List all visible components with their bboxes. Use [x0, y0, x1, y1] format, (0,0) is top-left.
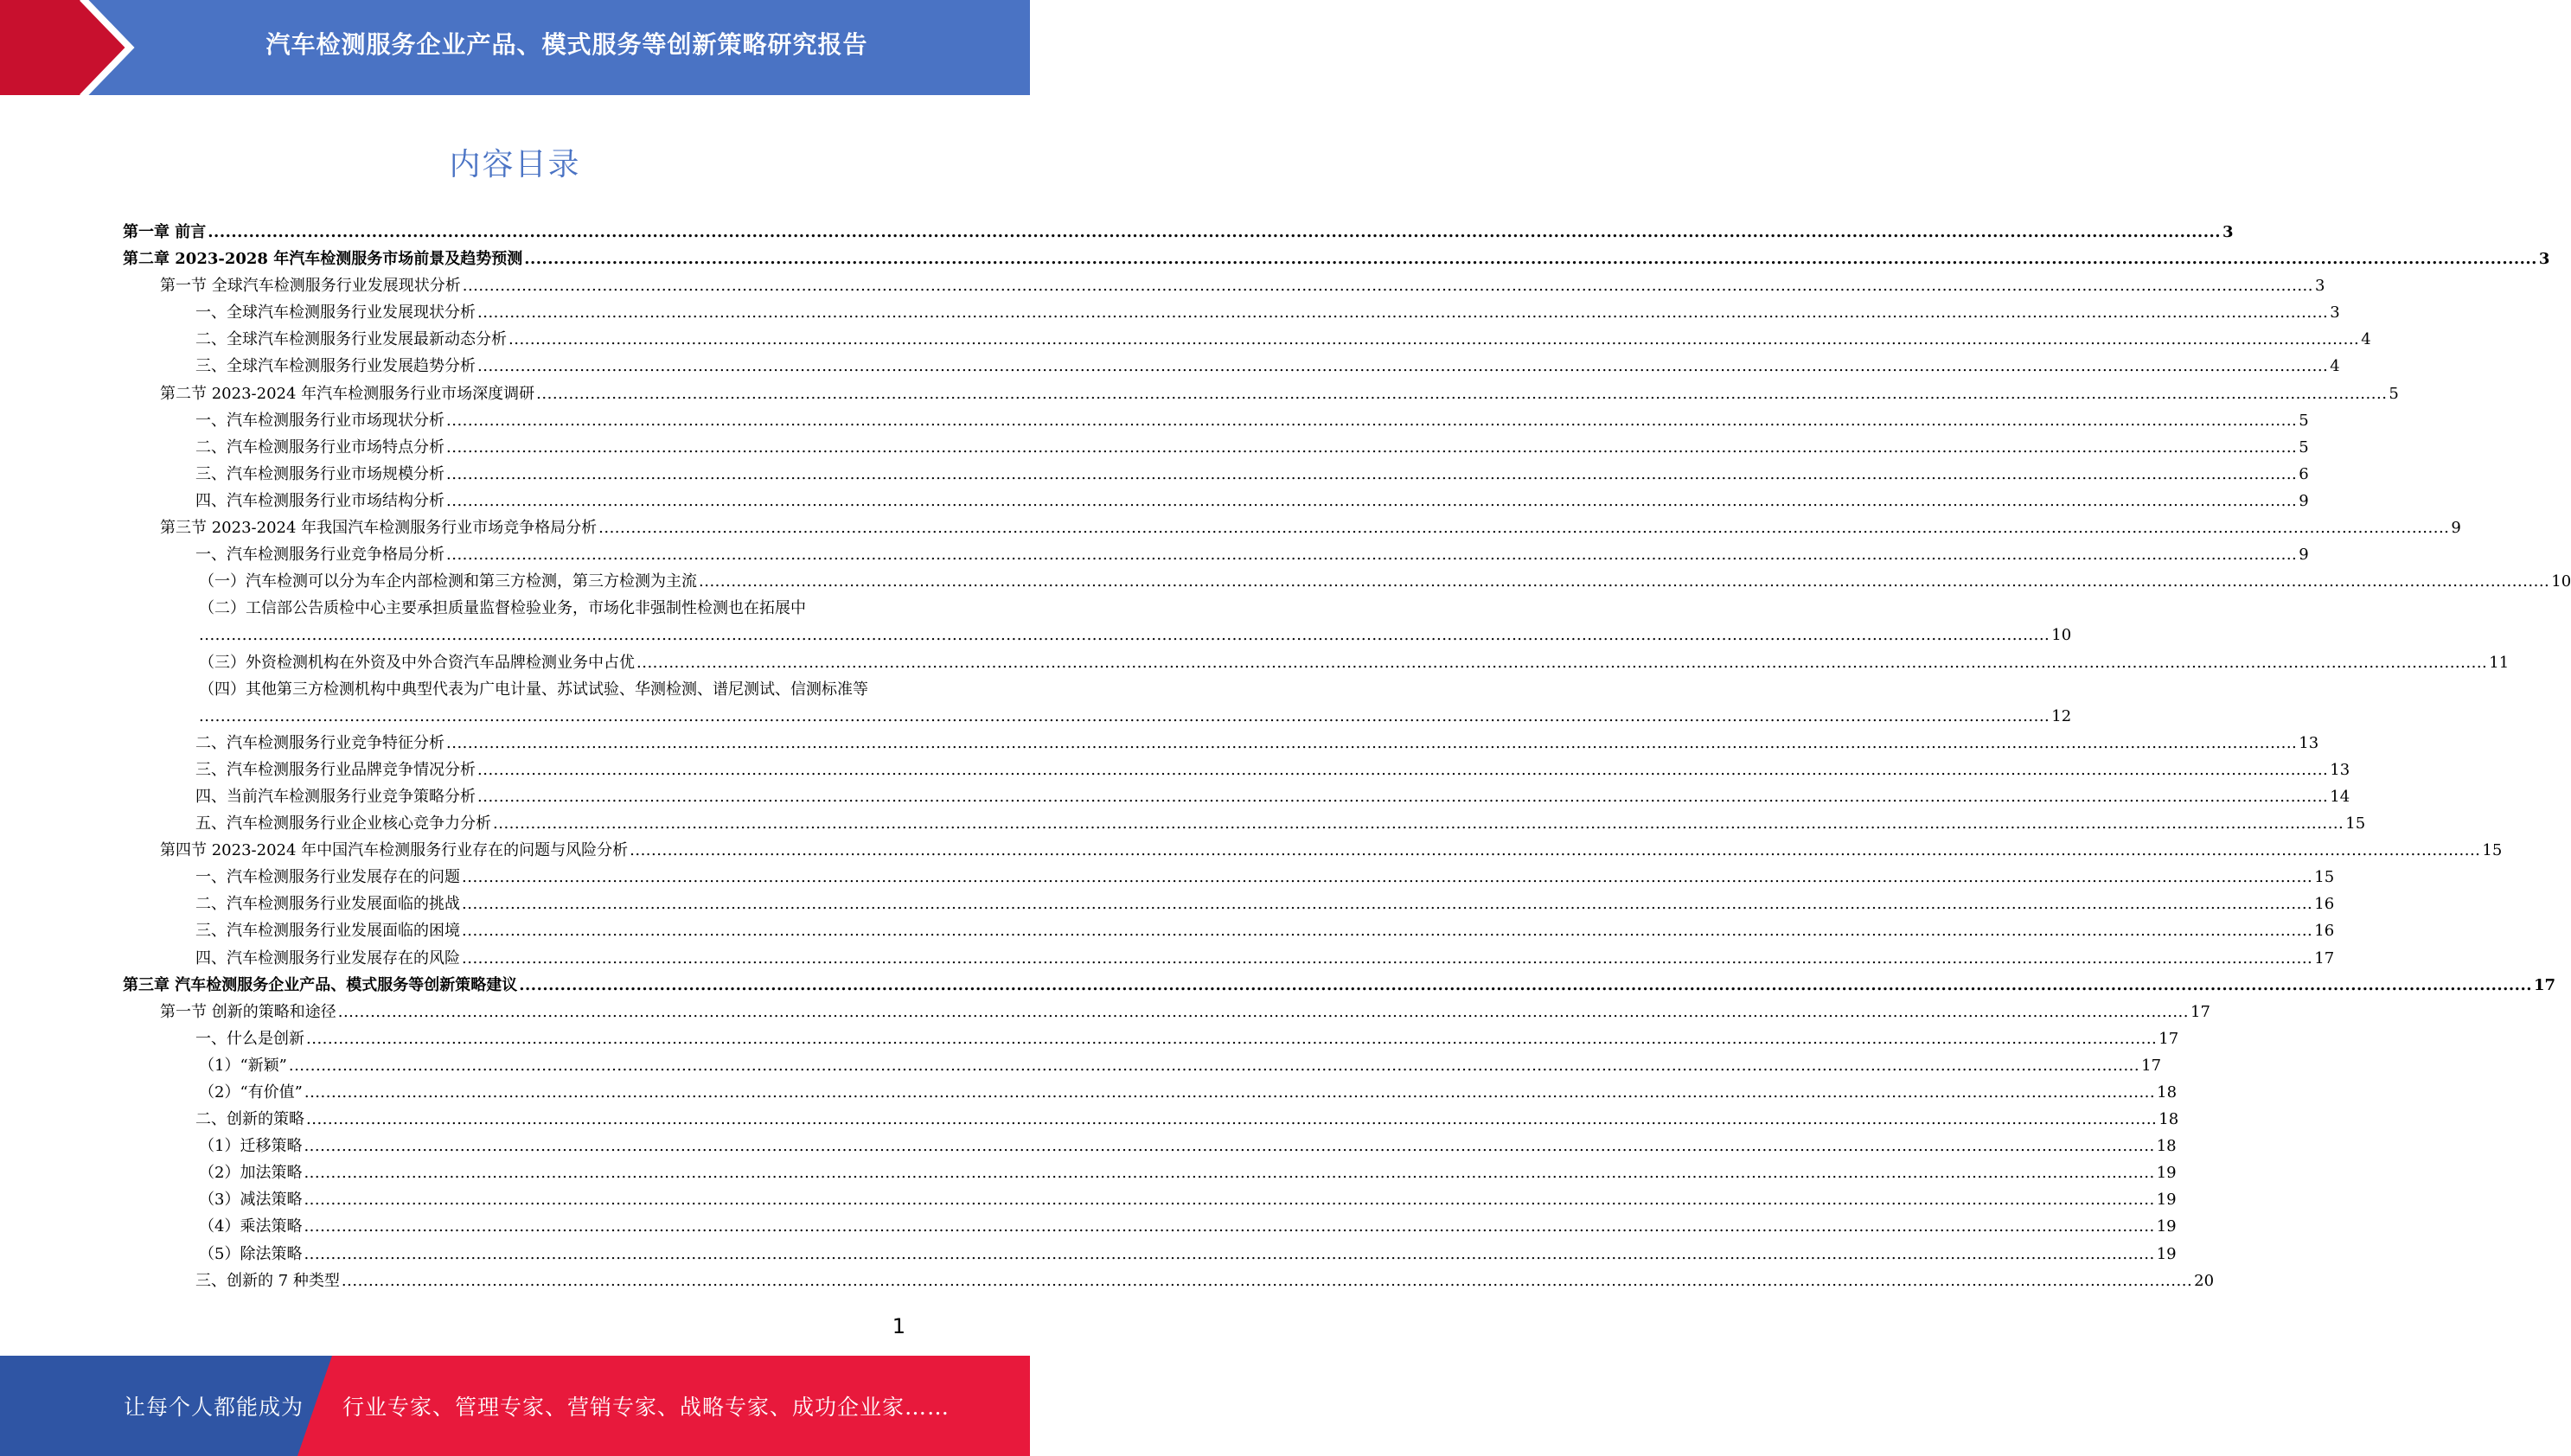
toc-entry-text: 第一节 全球汽车检测服务行业发展现状分析: [160, 277, 461, 296]
toc-dot-leader: [304, 1159, 2154, 1186]
toc-entry-page: 9: [2451, 519, 2461, 538]
toc-entry[interactable]: [123, 541, 2309, 568]
toc-entry[interactable]: [123, 488, 2309, 514]
toc-dot-leader: [306, 1106, 2157, 1133]
toc-entry-text: （2）“有价值”: [199, 1083, 303, 1102]
toc-entry[interactable]: [123, 299, 2340, 326]
toc-entry-text: 四、当前汽车检测服务行业竞争策略分析: [195, 787, 476, 806]
toc-entry-page: 17: [2314, 948, 2335, 967]
toc-entry-page: 3: [2315, 277, 2325, 296]
toc-entry-page: 17: [2190, 1002, 2210, 1021]
toc-entry-page: 17: [2533, 975, 2556, 994]
toc-entry[interactable]: [123, 891, 2335, 917]
toc-entry[interactable]: [123, 1079, 2178, 1106]
toc-entry-page: 16: [2314, 922, 2335, 941]
toc-entry-text: 二、全球汽车检测服务行业发展最新动态分析: [195, 330, 507, 349]
toc-entry-text: （四）其他第三方检测机构中典型代表为广电计量、苏试试验、华测检测、谱尼测试、信测标准等: [199, 680, 868, 699]
toc-entry-text: 四、汽车检测服务行业市场结构分析: [195, 491, 444, 510]
toc-entry-text: 二、创新的策略: [195, 1110, 304, 1129]
toc-entry[interactable]: [123, 1025, 2179, 1052]
toc-entry-page: 11: [2489, 653, 2510, 672]
toc-entry[interactable]: [123, 1268, 2215, 1294]
toc-entry-page: 14: [2330, 787, 2350, 806]
page-footer: [0, 1356, 1030, 1456]
toc-entry[interactable]: [123, 864, 2335, 891]
document-title: 汽车检测服务企业产品、模式服务等创新策略研究报告: [265, 30, 868, 59]
toc-entry-text: 一、汽车检测服务行业发展存在的问题: [195, 868, 460, 887]
toc-entry-page: 16: [2314, 895, 2335, 914]
toc-entry[interactable]: [123, 1241, 2177, 1268]
toc-entry[interactable]: [123, 326, 2371, 353]
toc-entry-page: 10: [2051, 626, 2072, 645]
toc-dot-leader: [462, 891, 2312, 917]
toc-entry-page: 4: [2361, 330, 2371, 349]
toc-dot-leader: [536, 380, 2387, 407]
footer-slogan-left: 让每个人都能成为: [124, 1395, 304, 1420]
toc-entry[interactable]: [123, 783, 2350, 810]
page-number: 1: [892, 1314, 905, 1338]
toc-dot-leader: [508, 326, 2359, 353]
toc-entry-text: 第二节 2023-2024 年汽车检测服务行业市场深度调研: [160, 384, 535, 403]
toc-dot-leader: [630, 837, 2480, 864]
toc-entry-page: 9: [2299, 546, 2309, 565]
toc-entry-text: 第四节 2023-2024 年中国汽车检测服务行业存在的问题与风险分析: [160, 841, 629, 860]
toc-dot-leader: [462, 864, 2312, 891]
toc-dot-leader: [519, 972, 2532, 999]
toc-entry-page: 17: [2141, 1056, 2162, 1075]
toc-dot-leader: [493, 810, 2344, 837]
toc-entry[interactable]: [123, 730, 2319, 757]
toc-entry[interactable]: [123, 514, 2461, 541]
toc-entry[interactable]: [123, 1133, 2177, 1159]
toc-entry-page: 6: [2299, 464, 2309, 483]
toc-title: 内容目录: [449, 147, 581, 182]
toc-entry-text: （5）除法策略: [199, 1244, 303, 1263]
toc-entry[interactable]: [123, 676, 2072, 730]
toc-dot-leader: [477, 299, 2328, 326]
toc-dot-leader: [304, 1241, 2154, 1268]
footer-slogan-right: 行业专家、管理专家、营销专家、战略专家、成功企业家……: [342, 1395, 950, 1420]
toc-entry-page: 4: [2330, 357, 2340, 376]
toc-entry-text: （二）工信部公告质检中心主要承担质量监督检验业务，市场化非强制性检测也在拓展中: [199, 599, 806, 618]
toc-entry[interactable]: [123, 757, 2350, 783]
toc-entry-page: 17: [2158, 1029, 2179, 1048]
toc-entry-page: 19: [2156, 1217, 2177, 1236]
toc-entry-page: 19: [2156, 1191, 2177, 1210]
toc-entry-page: 3: [2330, 303, 2340, 322]
toc-entry[interactable]: [123, 649, 2510, 676]
toc-entry-text: （一）汽车检测可以分为车企内部检测和第三方检测，第三方检测为主流: [199, 572, 697, 591]
toc-entry[interactable]: [123, 810, 2366, 837]
toc-entry[interactable]: [123, 837, 2503, 864]
toc-entry[interactable]: [123, 353, 2340, 380]
toc-dot-leader: [462, 917, 2312, 944]
toc-entry-text: 二、汽车检测服务行业竞争特征分析: [195, 733, 444, 752]
toc-entry-page: 3: [2222, 223, 2234, 241]
toc-dot-leader: [289, 1052, 2139, 1079]
toc-entry-text: 第二章 2023-2028 年汽车检测服务市场前景及趋势预测: [123, 250, 523, 269]
toc-entry-text: 第三节 2023-2024 年我国汽车检测服务行业市场竞争格局分析: [160, 519, 598, 538]
toc-entry[interactable]: [123, 1052, 2162, 1079]
toc-dot-leader: [446, 488, 2297, 514]
toc-entry[interactable]: [123, 972, 2556, 999]
toc-entry-page: 5: [2389, 384, 2399, 403]
toc-entry-page: 9: [2299, 491, 2309, 510]
toc-entry-text: 五、汽车检测服务行业企业核心竞争力分析: [195, 814, 491, 833]
toc-dot-leader: [199, 622, 2050, 648]
toc-entry-text: 第一章 前言: [123, 223, 207, 241]
header-chevron-red: [0, 0, 130, 95]
toc-entry-page: 5: [2299, 437, 2309, 457]
toc-entry-text: （三）外资检测机构在外资及中外合资汽车品牌检测业务中占优: [199, 653, 635, 672]
toc-dot-leader: [304, 1186, 2154, 1213]
toc-entry-leader-row: [199, 703, 2072, 730]
toc-entry-leader-row: [199, 622, 2072, 648]
toc-entry[interactable]: [123, 595, 2072, 648]
toc-entry[interactable]: [123, 461, 2309, 488]
toc-dot-leader: [304, 1213, 2154, 1240]
toc-entry[interactable]: [123, 1213, 2177, 1240]
toc-entry-page: 18: [2158, 1110, 2179, 1129]
toc-entry-text: 三、汽车检测服务行业市场规模分析: [195, 464, 444, 483]
toc-entry[interactable]: [123, 272, 2325, 299]
toc-entry-page: 19: [2156, 1244, 2177, 1263]
toc-entry[interactable]: [123, 434, 2309, 461]
toc-dot-leader: [477, 757, 2328, 783]
toc-entry-text: （1）迁移策略: [199, 1137, 303, 1156]
toc-dot-leader: [446, 461, 2297, 488]
toc-dot-leader: [306, 1025, 2157, 1052]
toc-entry-page: 18: [2157, 1083, 2178, 1102]
toc-entry-page: 19: [2156, 1164, 2177, 1183]
toc-entry[interactable]: [123, 1159, 2177, 1186]
toc-entry-text: （3）减法策略: [199, 1191, 303, 1210]
toc-entry-text: （4）乘法策略: [199, 1217, 303, 1236]
toc-dot-leader: [338, 999, 2189, 1025]
toc-entry[interactable]: [123, 246, 2550, 272]
toc-entry-text: 三、汽车检测服务行业品牌竞争情况分析: [195, 760, 476, 779]
toc-dot-leader: [199, 703, 2050, 730]
page-header: [0, 0, 1030, 95]
toc-entry[interactable]: [123, 568, 2571, 595]
toc-entry[interactable]: [123, 407, 2309, 434]
toc-entry[interactable]: [123, 1186, 2177, 1213]
toc-dot-leader: [462, 945, 2312, 972]
toc-entry-text: 三、汽车检测服务行业发展面临的困境: [195, 922, 460, 941]
toc-entry-text: （1）“新颖”: [199, 1056, 287, 1075]
toc-dot-leader: [477, 353, 2328, 380]
toc-entry[interactable]: [123, 219, 2234, 246]
toc-entry-text: 一、汽车检测服务行业市场现状分析: [195, 411, 444, 430]
toc-entry-page: 13: [2330, 760, 2350, 779]
toc-entry-text: 一、什么是创新: [195, 1029, 304, 1048]
toc-entry[interactable]: [123, 1106, 2179, 1133]
toc-dot-leader: [446, 407, 2297, 434]
toc-entry-page: 5: [2299, 411, 2309, 430]
toc-dot-leader: [463, 272, 2313, 299]
toc-dot-leader: [598, 514, 2449, 541]
toc-entry-page: 3: [2538, 250, 2550, 269]
toc-entry-page: 12: [2051, 706, 2072, 725]
toc-dot-leader: [208, 219, 2221, 246]
toc-entry-text: 第一节 创新的策略和途径: [160, 1002, 336, 1021]
toc-dot-leader: [446, 730, 2297, 757]
toc-entry[interactable]: [123, 999, 2210, 1025]
toc-entry-text: 三、创新的 7 种类型: [195, 1271, 340, 1290]
toc-dot-leader: [636, 649, 2487, 676]
table-of-contents: [123, 219, 2571, 1294]
toc-dot-leader: [699, 568, 2549, 595]
toc-entry[interactable]: [123, 945, 2335, 972]
toc-dot-leader: [446, 541, 2297, 568]
toc-entry-page: 15: [2314, 868, 2335, 887]
toc-entry-page: 15: [2345, 814, 2366, 833]
toc-entry-text: 一、全球汽车检测服务行业发展现状分析: [195, 303, 476, 322]
toc-entry-text: 四、汽车检测服务行业发展存在的风险: [195, 948, 460, 967]
toc-entry-page: 15: [2482, 841, 2503, 860]
toc-entry-text: 第三章 汽车检测服务企业产品、模式服务等创新策略建议: [123, 975, 518, 994]
toc-entry[interactable]: [123, 917, 2335, 944]
toc-entry-text: 一、汽车检测服务行业竞争格局分析: [195, 546, 444, 565]
toc-entry-page: 13: [2299, 733, 2319, 752]
toc-entry-page: 10: [2551, 572, 2571, 591]
toc-entry-page: 18: [2156, 1137, 2177, 1156]
toc-entry-page: 20: [2194, 1271, 2215, 1290]
toc-dot-leader: [304, 1133, 2154, 1159]
toc-dot-leader: [304, 1079, 2155, 1106]
header-chevron-decoration: [0, 0, 138, 95]
toc-entry-text: 二、汽车检测服务行业市场特点分析: [195, 437, 444, 457]
toc-dot-leader: [342, 1268, 2192, 1294]
toc-entry[interactable]: [123, 380, 2399, 407]
toc-dot-leader: [446, 434, 2297, 461]
toc-dot-leader: [524, 246, 2537, 272]
toc-entry-text: 二、汽车检测服务行业发展面临的挑战: [195, 895, 460, 914]
toc-dot-leader: [477, 783, 2328, 810]
toc-entry-text: （2）加法策略: [199, 1164, 303, 1183]
toc-entry-text: 三、全球汽车检测服务行业发展趋势分析: [195, 357, 476, 376]
